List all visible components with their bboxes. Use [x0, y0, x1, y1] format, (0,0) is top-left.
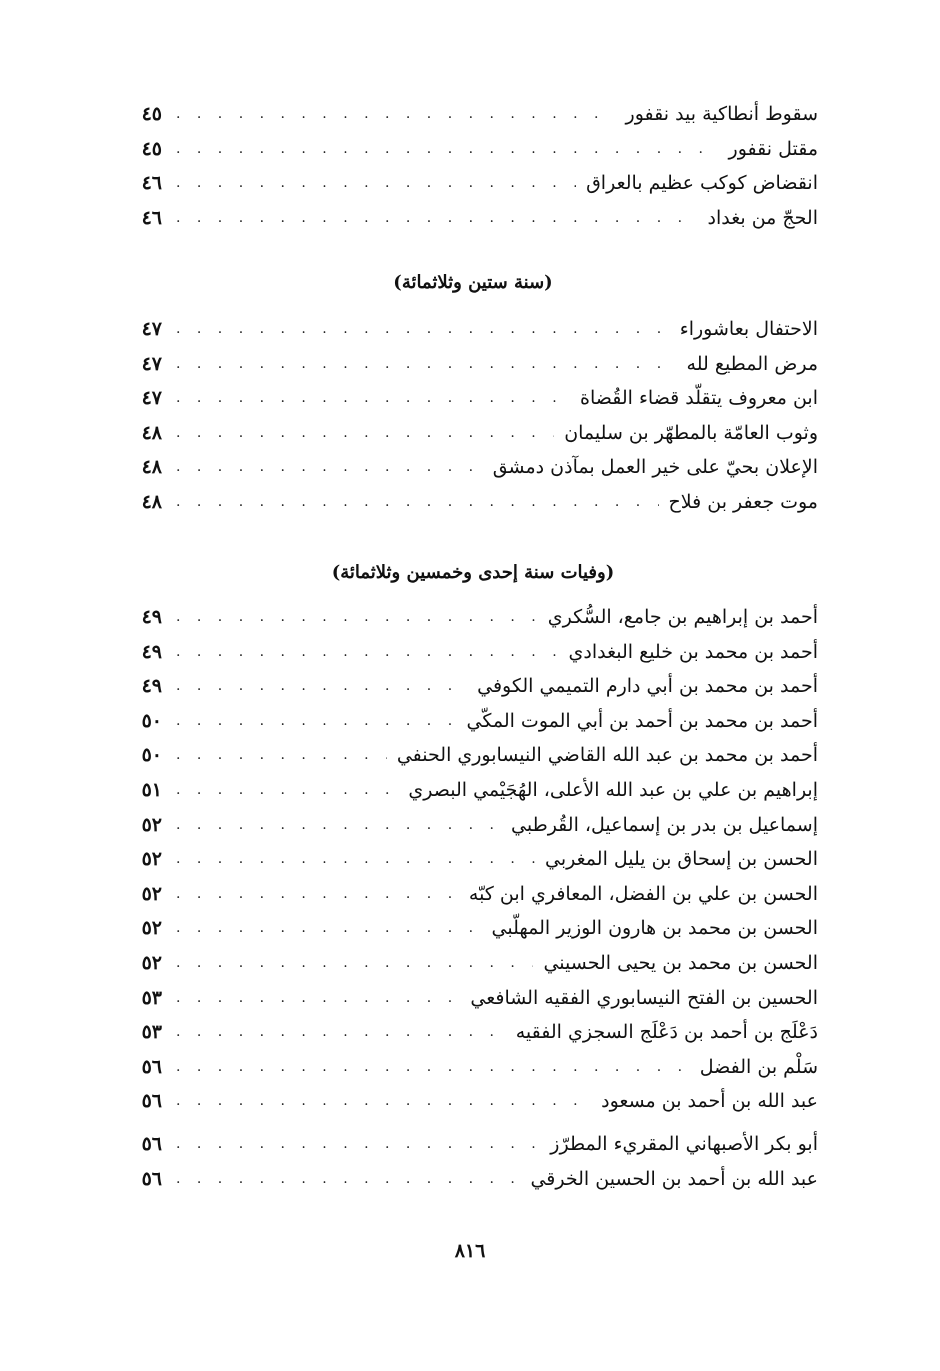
entry-page-number: ٤٥ [141, 103, 162, 125]
entry-page-number: ٥٢ [141, 951, 162, 974]
index-entry [128, 416, 818, 451]
entry-title: أحمد بن محمد بن عبد الله القاضي النيسابوري الحنفي [387, 738, 818, 773]
section-3-entries [128, 600, 818, 1196]
entry-page-number: ٥٠ [141, 709, 162, 732]
index-entry [128, 704, 818, 739]
index-entry [128, 201, 818, 236]
index-entry [128, 1162, 818, 1197]
entry-title: الحسن بن محمد بن هارون الوزير المهلّبي [482, 911, 819, 946]
entry-page-number: ٤٧ [141, 318, 162, 340]
entry-page-number: ٤٩ [141, 606, 162, 628]
entry-page-number: ٤٩ [141, 675, 162, 698]
index-entry [128, 1084, 818, 1119]
index-entry [128, 635, 818, 670]
entry-title: الحسن بن محمد بن يحيى الحسيني [533, 946, 818, 981]
entry-title: الحجّ من بغداد [698, 201, 818, 236]
entry-title: أحمد بن إبراهيم بن جامع، السُّكري [538, 600, 818, 635]
entry-title: موت جعفر بن فلاح [659, 485, 818, 520]
entry-page-number: ٥٢ [141, 848, 162, 871]
index-entry [128, 669, 818, 704]
entry-page-number: ٤٦ [141, 206, 162, 229]
index-entry [128, 1050, 818, 1085]
section-heading: (سنة ستين وثلاثمائة) [393, 272, 553, 293]
entry-title: عبد الله بن أحمد بن الحسين الخرقي [520, 1162, 818, 1197]
entry-title: وثوب العامّة بالمطهّر بن سليمان [554, 416, 818, 451]
index-entry [128, 1015, 818, 1050]
entry-page-number: ٤٩ [141, 640, 162, 663]
index-entry [128, 842, 818, 877]
entry-title: إسماعيل بن بدر بن إسماعيل، القُرطبي [501, 808, 818, 843]
entry-page-number: ٥٦ [141, 1132, 162, 1155]
index-entry [128, 166, 818, 201]
entry-title: مقتل نقفور [719, 132, 818, 167]
entry-page-number: ٥٣ [141, 1021, 162, 1044]
index-entry [128, 911, 818, 946]
index-entry [128, 600, 818, 635]
entry-page-number: ٤٦ [141, 172, 162, 195]
index-entry [128, 132, 818, 167]
entry-page-number: ٥٢ [141, 813, 162, 836]
index-entry [128, 347, 818, 382]
entry-page-number: ٥٢ [141, 882, 162, 905]
index-entry [128, 97, 818, 132]
entry-title: ابن معروف يتقلّد قضاء القُضاة [570, 381, 818, 416]
index-entry [128, 485, 818, 520]
index-entry [128, 981, 818, 1016]
entry-page-number: ٤٨ [141, 456, 162, 479]
entry-page-number: ٥٣ [141, 986, 162, 1009]
page-number: ٨١٦ [454, 1240, 486, 1262]
entry-title: الحسن بن علي بن الفضل، المعافري ابن كبّه [459, 877, 818, 912]
section-heading: (وفيات سنة إحدى وخمسين وثلاثمائة) [331, 562, 615, 583]
entry-page-number: ٥٢ [141, 917, 162, 940]
entry-title: الحسين بن الفتح النيسابوري الفقيه الشافعي [460, 981, 818, 1016]
index-entry [128, 877, 818, 912]
entry-title: أبو بكر الأصبهاني المقريء المطرّز [540, 1127, 818, 1162]
entry-title: سقوط أنطاكية بيد نقفور [616, 97, 818, 132]
index-entry [128, 808, 818, 843]
entry-page-number: ٥١ [141, 778, 162, 801]
index-entry [128, 1127, 818, 1162]
entry-title: سَلْم بن الفضل [690, 1050, 818, 1085]
entry-title: إبراهيم بن علي بن عبد الله الأعلى، الهُجَيْمي البصري [398, 773, 818, 808]
index-entry [128, 450, 818, 485]
section-1-entries [128, 97, 818, 235]
index-entry [128, 312, 818, 347]
entry-page-number: ٤٧ [141, 352, 162, 375]
entry-title: الحسن بن إسحاق بن يليل المغربي [535, 842, 818, 877]
entry-title: أحمد بن محمد بن أبي دارم التميمي الكوفي [467, 669, 818, 704]
index-entry [128, 738, 818, 773]
entry-title: أحمد بن محمد بن خليع البغدادي [558, 635, 818, 670]
entry-page-number: ٤٨ [141, 421, 162, 444]
entry-page-number: ٥٦ [141, 1167, 162, 1190]
entry-title: دَعْلَج بن أحمد بن دَعْلَج السجزي الفقيه [506, 1015, 818, 1050]
index-entry [128, 946, 818, 981]
entry-title: الإعلان بحيّ على خير العمل بمآذن دمشق [483, 450, 818, 485]
entry-title: مرض المطيع لله [677, 347, 818, 382]
entry-page-number: ٥٠ [141, 744, 162, 767]
entry-title: عبد الله بن أحمد بن مسعود [591, 1084, 818, 1119]
entry-page-number: ٤٥ [141, 137, 162, 160]
entry-title: الاحتفال بعاشوراء [670, 312, 818, 347]
entry-page-number: ٤٧ [141, 387, 162, 410]
entry-page-number: ٥٦ [141, 1090, 162, 1113]
entry-page-number: ٤٨ [141, 490, 162, 513]
index-entry [128, 381, 818, 416]
entry-title: أحمد بن محمد بن أحمد بن أبي الموت المكّي [457, 704, 818, 739]
entry-page-number: ٥٦ [141, 1055, 162, 1078]
section-2-entries [128, 312, 818, 520]
entry-title: انقضاض كوكب عظيم بالعراق [576, 166, 818, 201]
index-entry [128, 773, 818, 808]
